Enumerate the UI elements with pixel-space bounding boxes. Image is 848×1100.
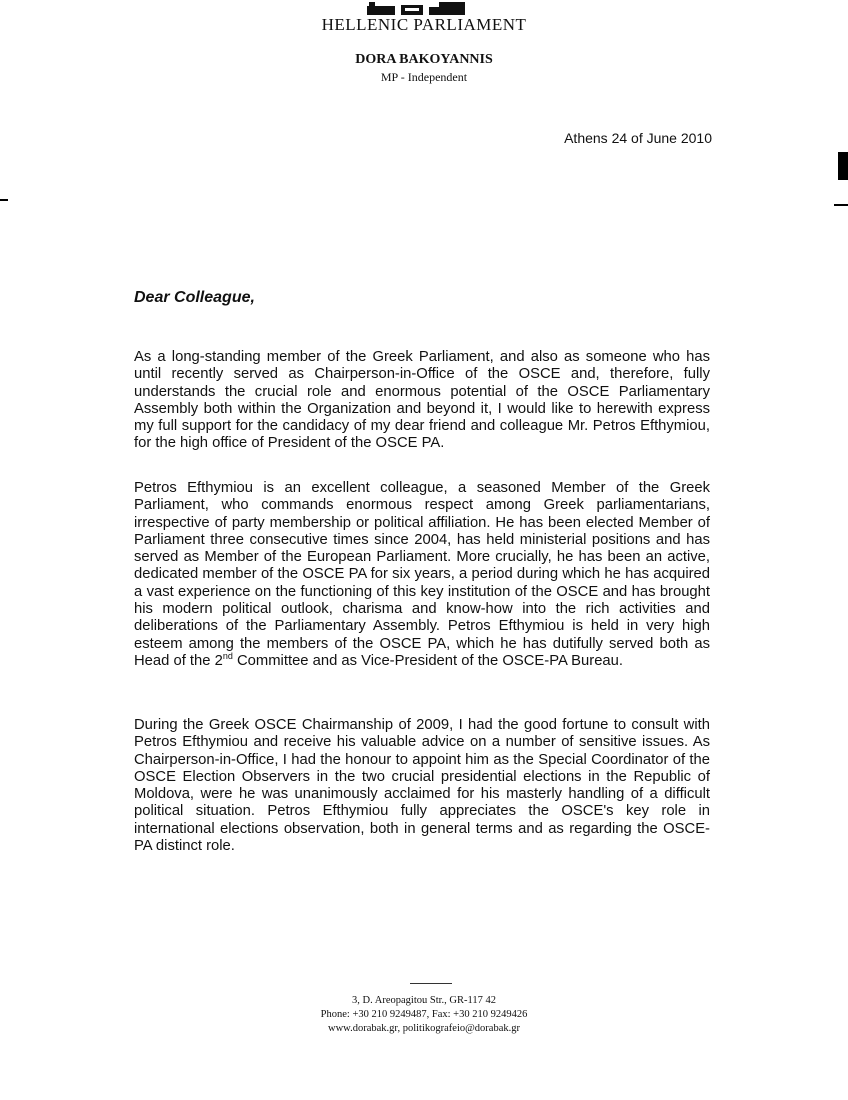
footer-address: 3, D. Areopagitou Str., GR-117 42: [352, 995, 496, 1006]
mp-status: MP - Independent: [380, 70, 468, 84]
paragraph-3: During the Greek OSCE Chairmanship of 2009, I had the good fortune to consult with Petros Efthymiou and receive his valuable advice on a number of sensitive issues. As Chairperson-in-Office, I had the honour to appoint him as the Special Coordinator of the OSCE Election Observers in the two crucial presidential elections in the Republic of Moldova, were he was unanimously acclaimed for his masterly handling of a difficult political situation. Petros Efthymiou fully appreciates the OSCE's key role in international elections observation, both in general terms and as regarding the OSCE-PA distinct role.: [134, 717, 710, 855]
scan-edge-mark: [834, 204, 848, 206]
footer-phone-fax: Phone: +30 210 9249487, Fax: +30 210 9249426: [320, 1009, 528, 1020]
paragraph-2-text-b: Committee and as Vice-President of the OSCE-PA Bureau.: [232, 652, 623, 669]
paragraph-2-text-a: Petros Efthymiou is an excellent colleague, a seasoned Member of the Greek Parliament, who commands enormous respect among Greek parliamentarians, irrespective of party membership or political affiliation. He has been elected Member of Parliament three consecutive times since 2004, has held ministerial positions and has served as Member of the European Parliament. More crucially, he has been an active, dedicated member of the OSCE PA for six years, a period during which he has acquired a vast experience on the functioning of this key institution of the OSCE and has brought his modern political outlook, charisma and know-how into the rich activities and deliberations of the Parliamentary Assembly. Petros Efthymiou is held in very high esteem among the members of the OSCE PA, which he has dutifully served both as Head of the 2: [134, 480, 710, 669]
salutation: Dear Colleague,: [134, 289, 255, 306]
hellenic-parliament-emblem-icon: [367, 2, 467, 16]
ordinal-suffix: nd: [222, 651, 233, 662]
paragraph-1: As a long-standing member of the Greek Parliament, and also as someone who has until recently served as Chairperson-in-Office of the OSCE and, therefore, fully understands the crucial role and enormous potential of the OSCE Parliamentary Assembly both within the Organization and beyond it, I would like to herewith express my full support for the candidacy of my dear friend and colleague Mr. Petros Efthymiou, for the high office of President of the OSCE PA.: [134, 349, 710, 452]
scan-edge-mark: [838, 152, 848, 180]
footer-divider: [410, 983, 452, 984]
footer-web-email: www.dorabak.gr, politikografeio@dorabak.gr: [328, 1023, 520, 1034]
letter-date: Athens 24 of June 2010: [564, 130, 712, 146]
mp-name: DORA BAKOYANNIS: [355, 52, 493, 67]
institution-name: HELLENIC PARLIAMENT: [321, 15, 527, 34]
paragraph-2: [134, 480, 710, 670]
scan-edge-mark: [0, 199, 8, 201]
